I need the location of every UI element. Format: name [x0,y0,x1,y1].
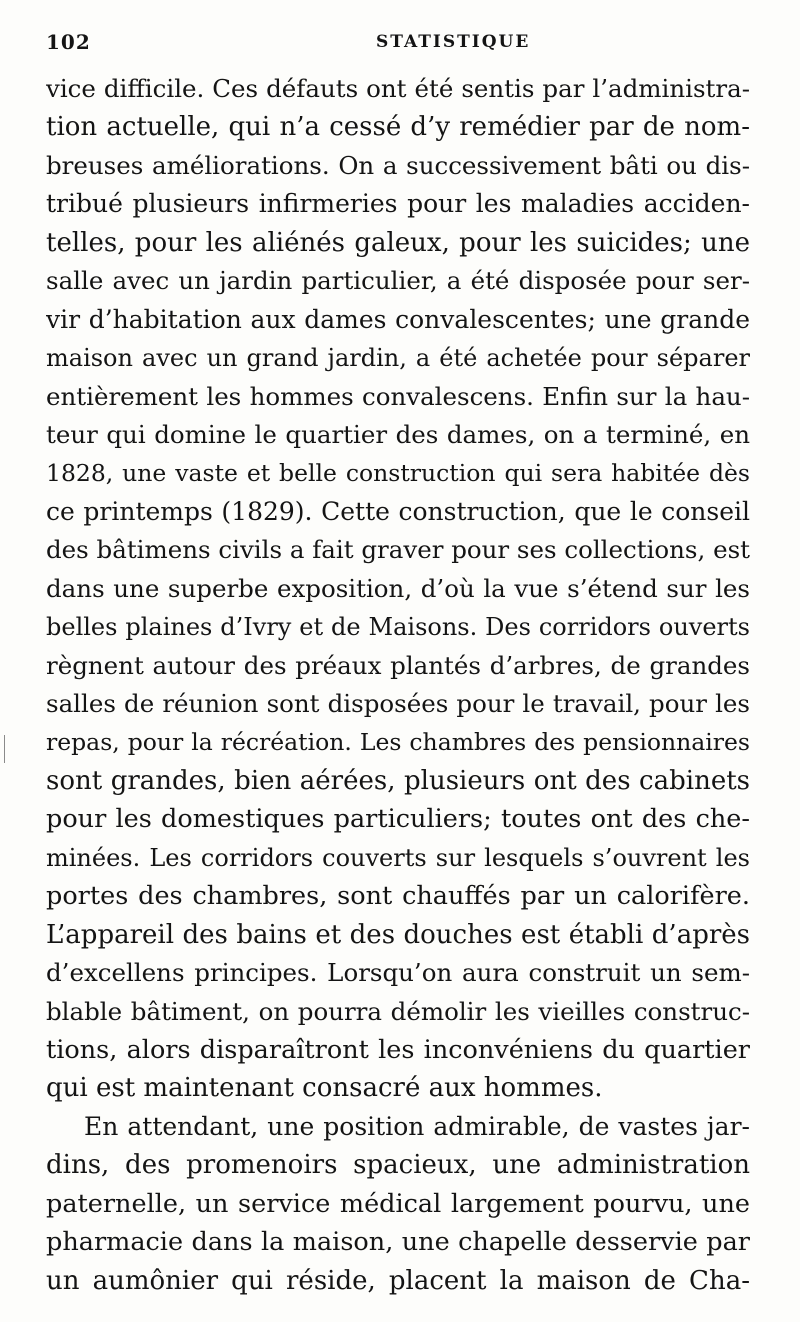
text-line: breuses améliorations. On a successivement bâti ou dis- [46,150,750,180]
text-line: minées. Les corridors couverts sur lesquels s’ouvrent les [46,843,750,872]
text-line: telles, pour les aliénés galeux, pour les suicides; une [46,227,750,258]
text-line: vice difficile. Ces défauts ont été sentis par l’administra- [46,74,750,103]
text-line: En attendant, une position admirable, de vastes jar- [84,1111,750,1141]
text-line: tions, alors disparaîtront les inconvéniens du quartier [46,1034,750,1065]
text-line: salles de réunion sont disposées pour le travail, pour les [46,689,750,718]
text-line: L’appareil des bains et des douches est établi d’après [46,919,750,950]
text-line: vir d’habitation aux dames convalescentes; une grande [46,304,750,334]
text-line: paternelle, un service médical largement pourvu, une [46,1188,750,1219]
text-line: sont grandes, bien aérées, plusieurs ont des cabinets [46,765,750,796]
text-line: pour les domestiques particuliers; toutes ont des che- [46,804,750,835]
text-line: 1828, une vaste et belle construction qui sera habitée dès [46,459,750,488]
text-line: d’excellens principes. Lorsqu’on aura construit un sem- [46,958,750,988]
text-line: maison avec un grand jardin, a été achetée pour séparer [46,344,750,373]
text-line: dins, des promenoirs spacieux, une administration [46,1150,750,1181]
text-line: un aumônier qui réside, placent la maison de Cha- [46,1265,750,1296]
text-line: salle avec un jardin particulier, a été disposée pour ser- [46,266,750,296]
text-line: tribué plusieurs infirmeries pour les maladies acciden- [46,189,750,219]
text-line: pharmacie dans la maison, une chapelle desservie par [46,1227,750,1258]
text-line: belles plaines d’Ivry et de Maisons. Des corridors ouverts [46,613,750,642]
text-line: entièrement les hommes convalescens. Enfin sur la hau- [46,381,750,411]
text-line: dans une superbe exposition, d’où la vue s’étend sur les [46,573,750,603]
body-text [46,70,750,1300]
page-number: 102 [46,30,91,54]
margin-mark [4,735,5,763]
text-line: tion actuelle, qui n’a cessé d’y remédier par de nom- [46,112,750,143]
running-title: STATISTIQUE [376,32,531,52]
text-line: teur qui domine le quartier des dames, on a terminé, en [46,419,750,449]
text-line: règnent autour des préaux plantés d’arbres, de grandes [46,650,750,680]
text-line: qui est maintenant consacré aux hommes. [46,1073,603,1104]
text-line: des bâtimens civils a fait graver pour ses collections, est [46,535,750,565]
page-header [46,30,750,60]
text-line: blable bâtiment, on pourra démolir les vieilles construc- [46,996,750,1026]
text-line: ce printemps (1829). Cette construction, que le conseil [46,496,750,526]
text-line: portes des chambres, sont chauffés par un calorifère. [46,881,750,912]
text-line: repas, pour la récréation. Les chambres des pensionnaires [46,728,750,757]
